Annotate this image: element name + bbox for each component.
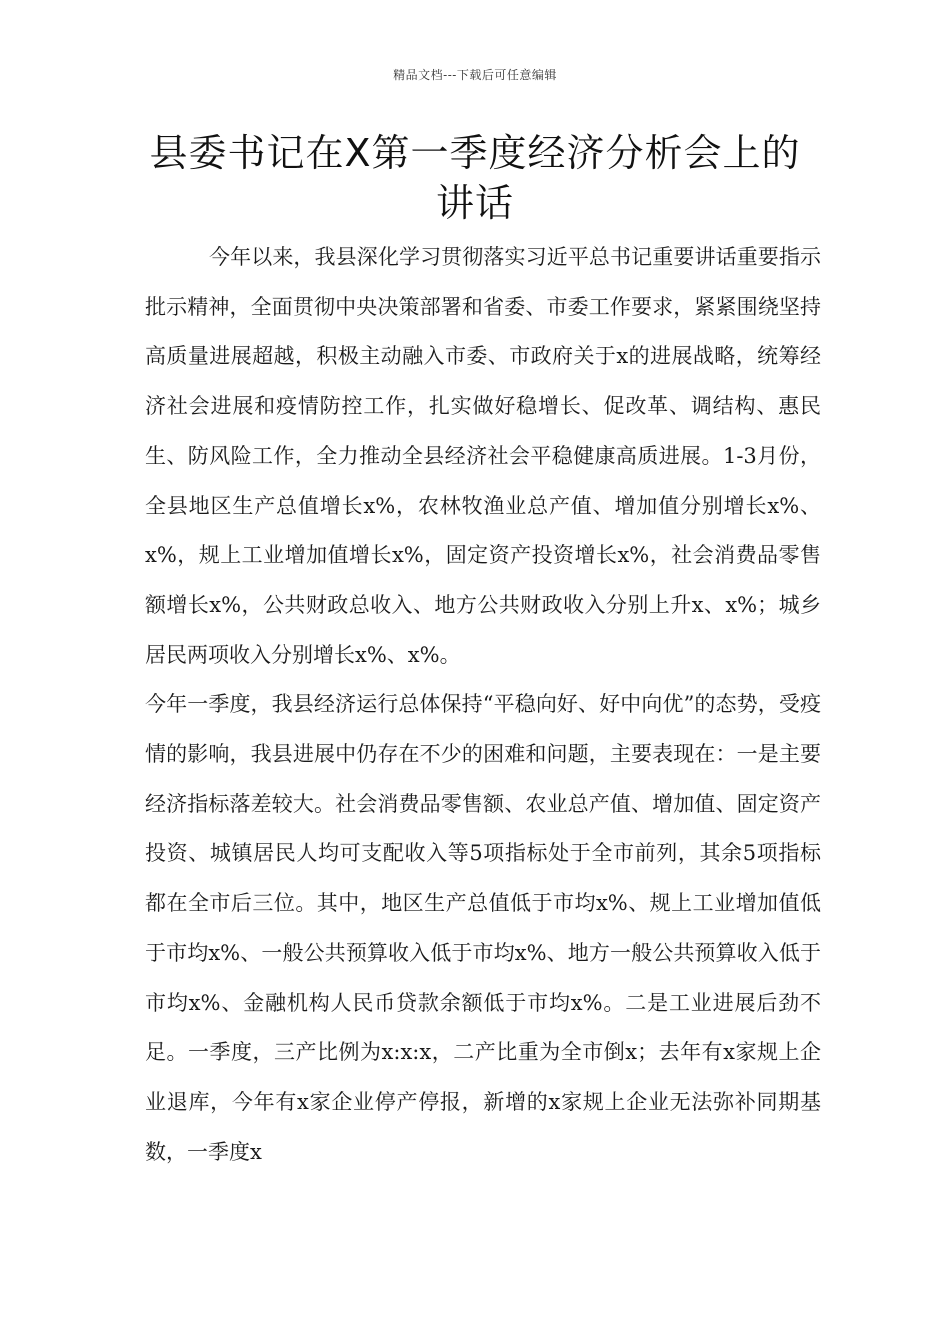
paragraph-1: 今年以来，我县深化学习贯彻落实习近平总书记重要讲话重要指示批示精神，全面贯彻中央决策部署和省委、市委工作要求，紧紧围绕坚持高质量进展超越，积极主动融入市委、市政府关于x的进展战略，统筹经济社会进展和疫情防控工作，扎实做好稳增长、促改革、调结构、惠民生、防风险工作，全力推动全县经济社会平稳健康高质进展。1-3月份，全县地区生产总值增长x%，农林牧渔业总产值、增加值分别增长x%、x%，规上工业增加值增长x%，固定资产投资增长x%，社会消费品零售额增长x%，公共财政总收入、地方公共财政收入分别上升x、x%；城乡居民两项收入分别增长x%、x%。 xyxy=(145,245,821,667)
paragraph-2: 今年一季度，我县经济运行总体保持“平稳向好、好中向优”的态势，受疫情的影响，我县进展中仍存在不少的困难和问题，主要表现在：一是主要经济指标落差较大。社会消费品零售额、农业总产值、增加值、固定资产投资、城镇居民人均可支配收入等5项指标处于全市前列，其余5项指标都在全市后三位。其中，地区生产总值低于市均x%、规上工业增加值低于市均x%、一般公共预算收入低于市均x%、地方一般公共预算收入低于市均x%、金融机构人民币贷款余额低于市均x%。二是工业进展后劲不足。一季度，三产比例为x:x:x，二产比重为全市倒x；去年有x家规上企业退库，今年有x家企业停产停报，新增的x家规上企业无法弥补同期基数，一季度x xyxy=(145,692,821,1164)
document-body xyxy=(145,233,821,1177)
document-title: 县委书记在X第一季度经济分析会上的讲话 xyxy=(149,131,801,225)
header-note: 精品文档---下载后可任意编辑 xyxy=(393,68,557,82)
